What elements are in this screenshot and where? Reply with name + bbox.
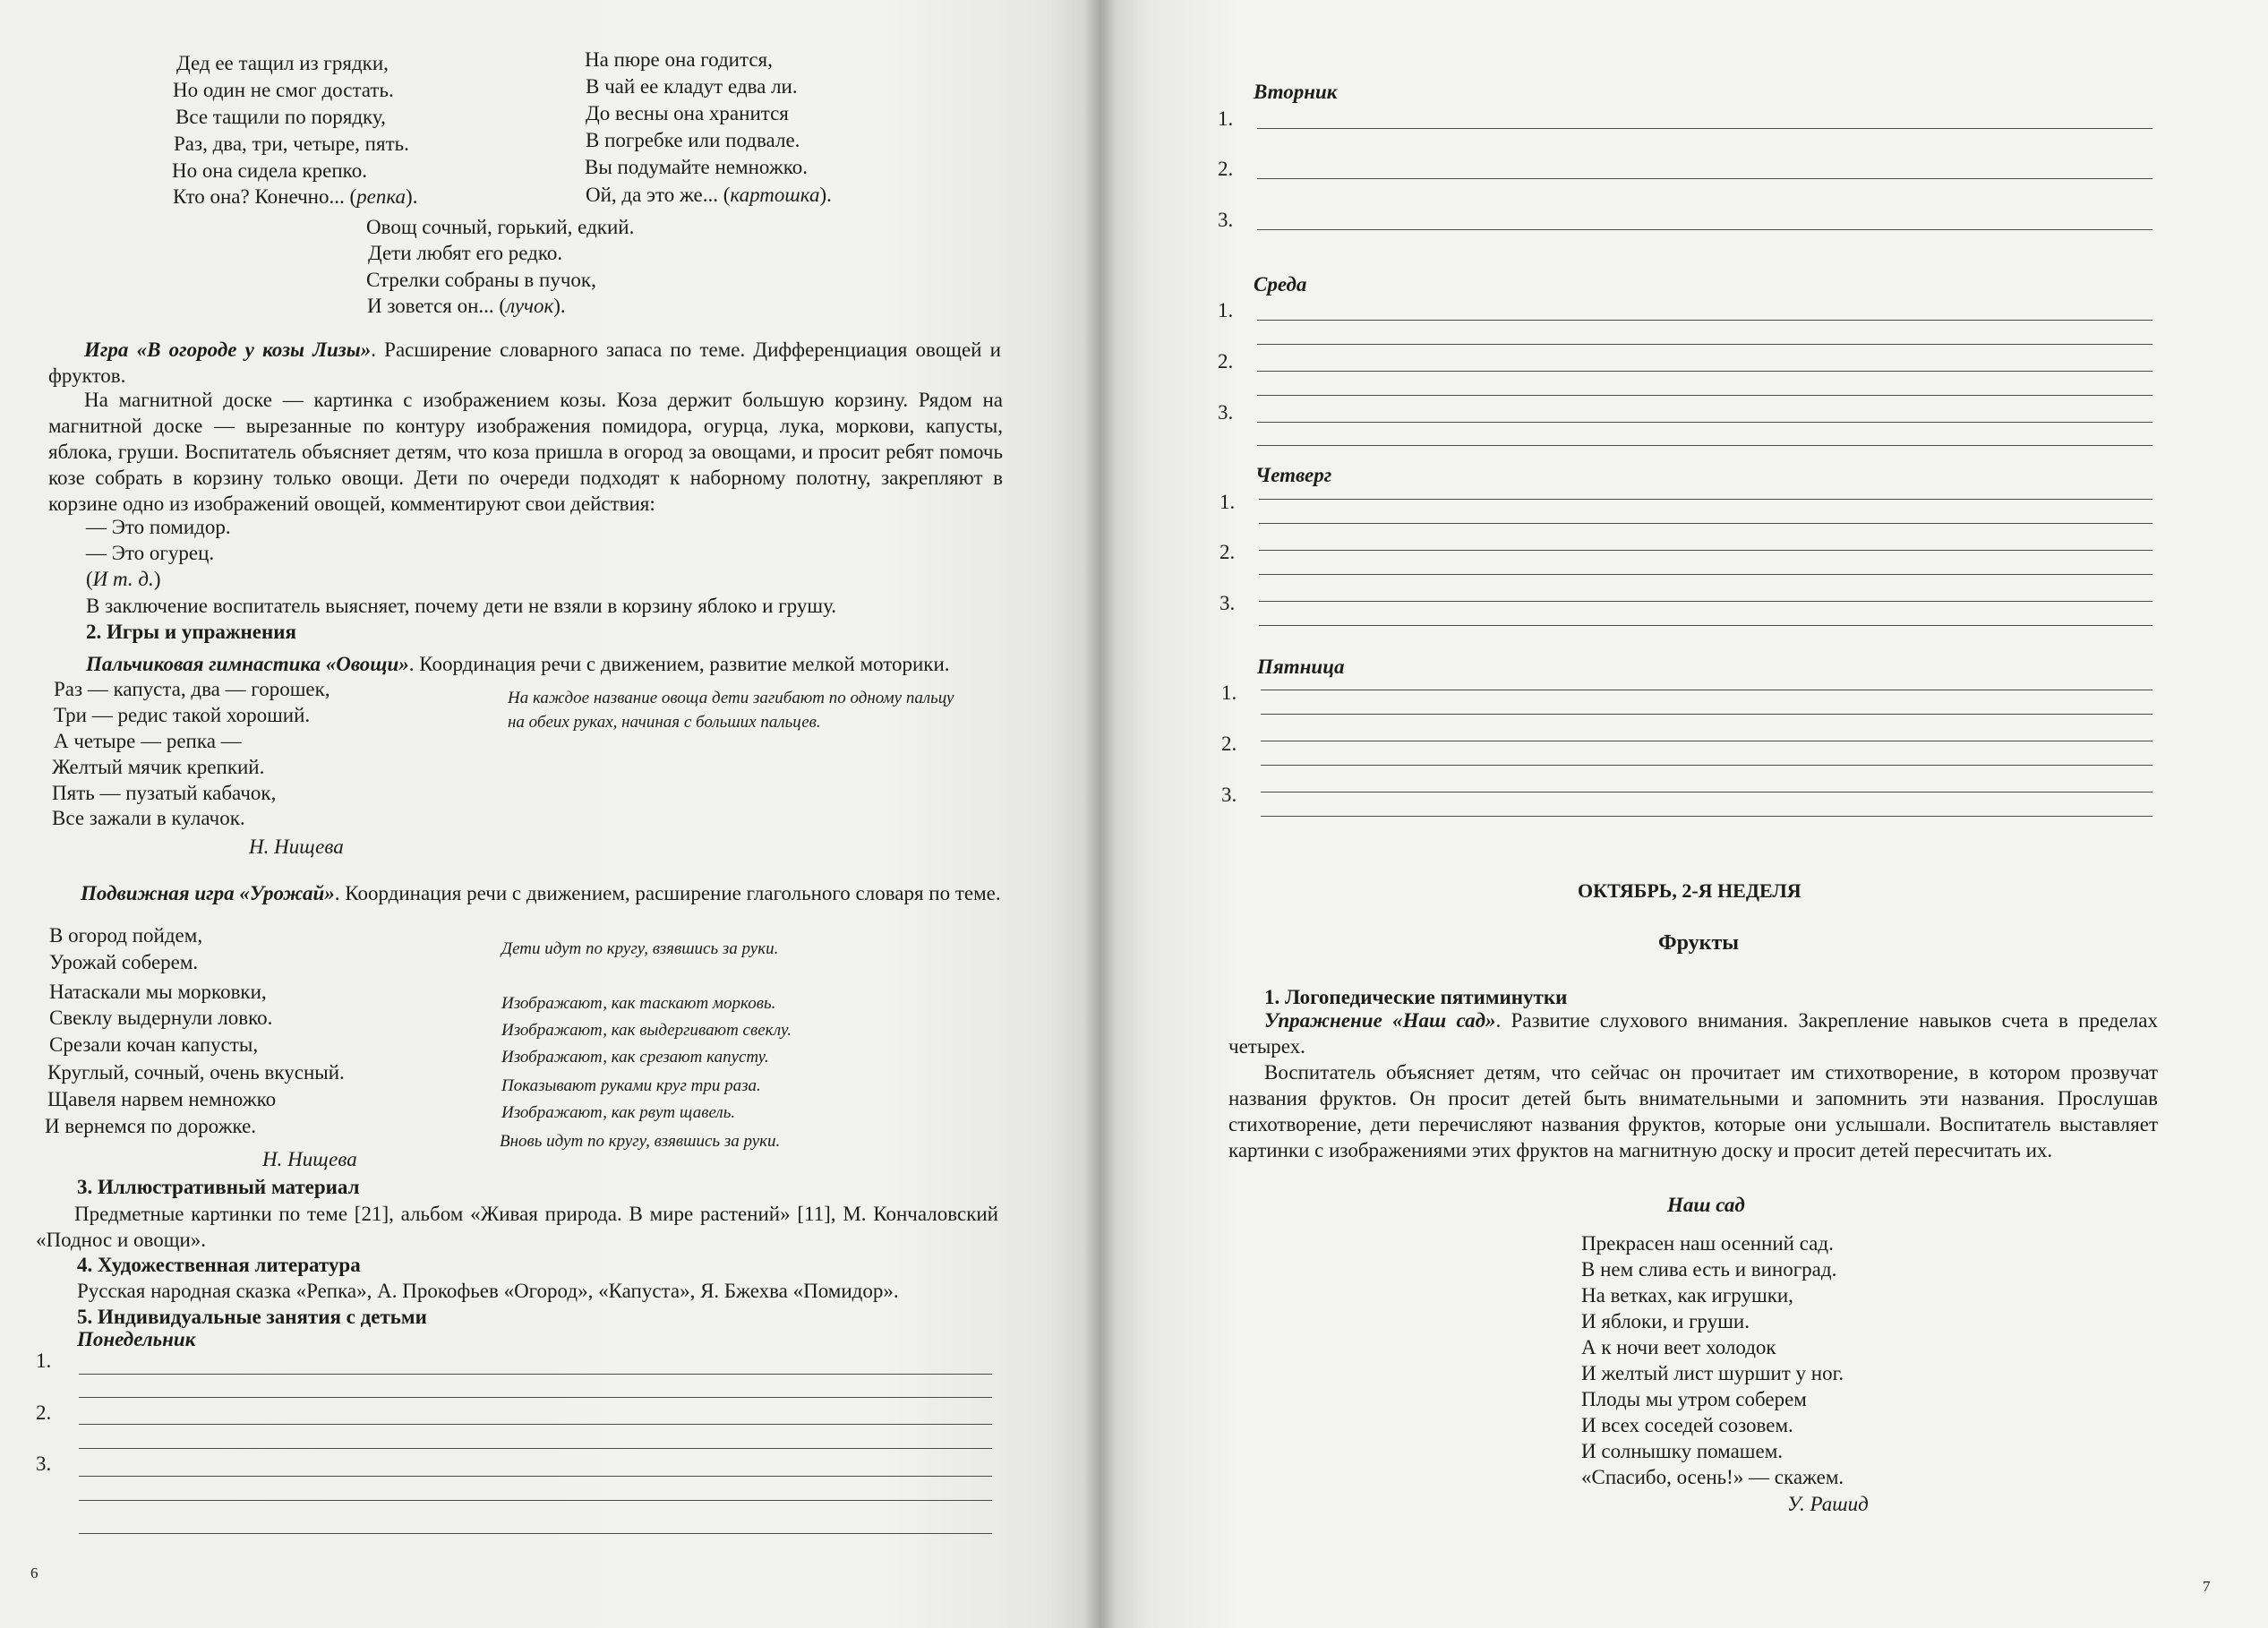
game1-conclusion: В заключение воспитатель выясняет, почему дети не взяли в корзину яблоко и грушу. (86, 595, 837, 617)
answer-line[interactable] (1257, 395, 2152, 396)
move-title: Подвижная игра «Урожай» (81, 882, 335, 904)
finger-poem-line: Три — редис такой хороший. (54, 704, 311, 726)
day-item-number: 3. (1218, 401, 1234, 424)
answer-line[interactable] (79, 1397, 992, 1398)
week-title: ОКТЯБРЬ, 2-Я НЕДЕЛЯ (1578, 879, 1802, 902)
day-item-number: 2. (1220, 541, 1236, 563)
riddle2-answer-line: Ой, да это же... (картошка). (586, 184, 832, 206)
exercise-title: Упражнение «Наш сад» (1264, 1009, 1496, 1032)
move-heading: Подвижная игра «Урожай». Координация речи с движением, расширение глагольного словаря по теме. (81, 882, 1001, 904)
exercise-paragraph: Воспитатель объясняет детям, что сейчас он прочитает им стихотворение, в котором прозвучат названия фруктов. Он просит детей быть внимательными и запомнить эти названия. Прослушав стихотворение, дети перечисляют названия фруктов, которые они услышали. Воспитатель выставляет картинки с изображениями этих фруктов на магнитную доску и просит детей пересчитать их. (1228, 1061, 2158, 1161)
move-note: Дети идут по кругу, взявшись за руки. (501, 939, 779, 958)
answer-line[interactable] (1257, 422, 2152, 423)
riddle1-line: Но один не смог достать. (173, 79, 394, 101)
day-item-number: 3. (1220, 592, 1236, 614)
answer-line[interactable] (1259, 499, 2152, 500)
riddle1-line: Но она сидела крепко. (172, 159, 367, 182)
game1-heading: Игра «В огороде у козы Лизы». Расширение словарного запаса по теме. Дифференциация овощей и фруктов. (48, 338, 1001, 387)
left-page (0, 0, 1100, 1628)
move-poem-line: Щавеля нарвем немножко (47, 1088, 277, 1110)
answer-line[interactable] (1259, 625, 2152, 626)
move-poem-line: В огород пойдем, (49, 924, 203, 947)
riddle1-answer: репка (356, 185, 407, 208)
answer-line[interactable] (1257, 229, 2152, 230)
move-poem-line: Натаскали мы морковки, (49, 981, 267, 1003)
poem-author: У. Рашид (1787, 1493, 1869, 1515)
right-page (1100, 0, 2268, 1628)
answer-line[interactable] (1259, 574, 2152, 575)
answer-line[interactable] (79, 1424, 992, 1425)
finger-poem-line: Желтый мячик крепкий. (52, 756, 265, 778)
answer-line[interactable] (1261, 816, 2152, 817)
poem-line: Плоды мы утром соберем (1581, 1388, 1807, 1410)
game1-etc: (И т. д.) (86, 568, 161, 590)
day-item-number: 1. (1220, 491, 1236, 513)
riddle3-answer-line: И зовется он... (лучок). (367, 295, 566, 317)
answer-line[interactable] (1257, 445, 2152, 446)
answer-line[interactable] (1257, 344, 2152, 345)
monday-item-number: 3. (36, 1452, 52, 1475)
game1-paragraph: На магнитной доске — картинка с изображением козы. Коза держит большую корзину. Рядом на магнитной доске — вырезанные по контуру изображения помидора, огурца, лука, моркови, капусты, яблока, груши. Воспитатель объясняет детям, что коза пришла в огород за овощами, и просит ребят помочь козе собрать в корзину только овощи. Дети по очереди подходят к наборному полотну, закрепляют в корзине одно из изображений овощей, комментируют свои действия: (48, 389, 1003, 515)
answer-line[interactable] (1261, 714, 2152, 715)
riddle3-line: Овощ сочный, горький, едкий. (366, 216, 635, 238)
section-3-heading: 3. Иллюстративный материал (77, 1176, 360, 1198)
poem-line: И яблоки, и груши. (1581, 1310, 1750, 1332)
section-1-heading: 1. Логопедические пятиминутки (1264, 986, 1568, 1008)
riddle3-line: Дети любят его редко. (368, 242, 563, 264)
day-item-number: 3. (1218, 209, 1234, 231)
book-spine-shadow (1083, 0, 1116, 1628)
section-2-heading: 2. Игры и упражнения (86, 621, 296, 643)
page-number: 6 (30, 1564, 39, 1581)
exercise-heading: Упражнение «Наш сад». Развитие слухового внимания. Закрепление навыков счета в пределах четырех. (1228, 1009, 2158, 1058)
topic-title: Фрукты (1658, 931, 1739, 955)
finger-author: Н. Нищева (249, 835, 344, 858)
move-poem-line: Урожай соберем. (49, 951, 199, 973)
page-number: 7 (2203, 1578, 2211, 1595)
answer-line[interactable] (79, 1533, 992, 1534)
section-4-heading: 4. Художественная литература (77, 1254, 361, 1276)
finger-poem-line: Все зажали в кулачок. (52, 807, 245, 829)
move-note: Вновь идут по кругу, взявшись за руки. (500, 1132, 781, 1151)
riddle2-line: В погребке или подвале. (586, 129, 800, 151)
day-item-number: 1. (1221, 681, 1237, 704)
finger-heading: Пальчиковая гимнастика «Овощи». Координация речи с движением, развитие мелкой моторики. (86, 653, 950, 675)
finger-poem-line: Пять — пузатый кабачок, (52, 782, 277, 804)
poem-line: А к ночи веет холодок (1581, 1336, 1776, 1358)
answer-line[interactable] (79, 1500, 992, 1501)
riddle1-answer-line: Кто она? Конечно... (репка). (173, 185, 418, 208)
move-note: Показывают руками круг три раза. (501, 1076, 761, 1095)
answer-line[interactable] (1257, 371, 2152, 372)
poem-title: Наш сад (1667, 1194, 1745, 1216)
answer-line[interactable] (1261, 792, 2152, 793)
day-label-wednesday: Среда (1254, 273, 1307, 296)
answer-line[interactable] (1257, 178, 2152, 179)
riddle1-line: Дед ее тащил из грядки, (176, 52, 389, 74)
riddle2-answer: картошка (730, 184, 820, 206)
finger-poem-line: А четыре — репка — (54, 730, 242, 752)
riddle1-line: Все тащили по порядку, (175, 106, 386, 128)
finger-title: Пальчиковая гимнастика «Овощи» (86, 653, 409, 675)
day-item-number: 2. (1218, 350, 1234, 373)
poem-line: В нем слива есть и виноград. (1581, 1258, 1837, 1281)
day-label-friday: Пятница (1257, 655, 1345, 678)
riddle2-line: На пюре она годится, (585, 48, 773, 71)
riddle2-line: До весны она хранится (586, 102, 789, 124)
answer-line[interactable] (1259, 523, 2152, 524)
riddle3-line: Стрелки собраны в пучок, (366, 269, 596, 291)
move-poem-line: Срезали кочан капусты, (49, 1033, 259, 1056)
answer-line[interactable] (1257, 320, 2152, 321)
finger-note: на обеих руках, начиная с больших пальцев. (508, 713, 821, 732)
move-note: Изображают, как выдергивают свеклу. (501, 1021, 792, 1040)
finger-note: На каждое название овоща дети загибают по одному пальцу (508, 689, 954, 707)
poem-line: На ветках, как игрушки, (1581, 1284, 1793, 1307)
game1-title: Игра «В огороде у козы Лизы» (84, 338, 372, 361)
day-item-number: 1. (1218, 299, 1234, 321)
answer-line[interactable] (1257, 128, 2152, 129)
riddle2-line: Вы подумайте немножко. (585, 156, 808, 178)
section-5-heading: 5. Индивидуальные занятия с детьми (77, 1306, 427, 1328)
answer-line[interactable] (79, 1374, 992, 1375)
poem-line: И солнышку помашем. (1581, 1440, 1784, 1462)
poem-line: Прекрасен наш осенний сад. (1581, 1232, 1834, 1255)
section-3-text: Предметные картинки по теме [21], альбом «Живая природа. В мире растений» [11], М. Кончаловский «Поднос и овощи». (36, 1203, 998, 1251)
move-author: Н. Нищева (262, 1148, 357, 1170)
riddle2-line: В чай ее кладут едва ли. (586, 75, 798, 98)
section-4-text: Русская народная сказка «Репка», А. Прокофьев «Огород», «Капуста», Я. Бжехва «Помидор». (77, 1280, 899, 1302)
riddle1-line: Раз, два, три, четыре, пять. (174, 133, 409, 155)
poem-line: И всех соседей созовем. (1581, 1414, 1793, 1436)
day-item-number: 1. (1218, 107, 1234, 130)
monday-item-number: 1. (36, 1350, 52, 1372)
game1-reply: — Это огурец. (86, 542, 215, 564)
answer-line[interactable] (1259, 550, 2152, 551)
day-label-thursday: Четверг (1255, 464, 1332, 486)
answer-line[interactable] (1261, 765, 2152, 766)
answer-line[interactable] (79, 1476, 992, 1477)
answer-line[interactable] (79, 1448, 992, 1449)
move-note: Изображают, как срезают капусту. (501, 1048, 769, 1067)
poem-line: И желтый лист шуршит у ног. (1581, 1362, 1844, 1384)
move-poem-line: И вернемся по дорожке. (45, 1115, 257, 1137)
monday-item-number: 2. (36, 1401, 52, 1424)
poem-line: «Спасибо, осень!» — скажем. (1581, 1466, 1844, 1488)
finger-poem-line: Раз — капуста, два — горошек, (54, 678, 330, 700)
riddle3-answer: лучок (506, 295, 554, 317)
move-poem-line: Круглый, сочный, очень вкусный. (47, 1061, 345, 1084)
day-item-number: 2. (1221, 733, 1237, 755)
game1-reply: — Это помидор. (86, 516, 231, 538)
monday-label: Понедельник (77, 1328, 196, 1350)
day-item-number: 2. (1218, 158, 1234, 180)
day-label-tuesday: Вторник (1254, 81, 1338, 103)
answer-line[interactable] (1259, 601, 2152, 602)
move-poem-line: Свеклу выдернули ловко. (49, 1007, 273, 1029)
move-note: Изображают, как таскают морковь. (501, 994, 776, 1013)
move-note: Изображают, как рвут щавель. (501, 1103, 736, 1122)
day-item-number: 3. (1221, 784, 1237, 806)
